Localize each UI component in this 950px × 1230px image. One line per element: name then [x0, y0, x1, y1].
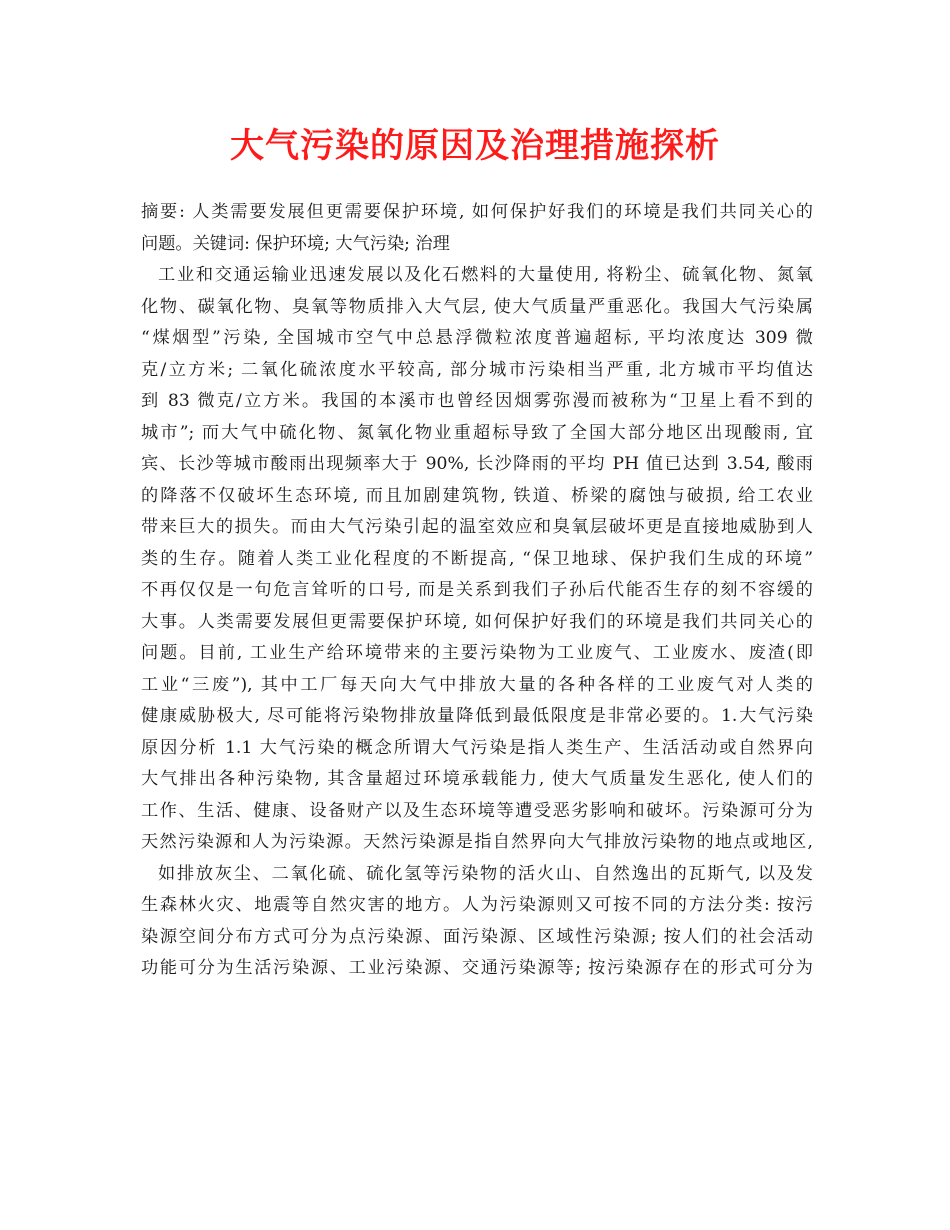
document-body: [141, 197, 813, 985]
document-title: 大气污染的原因及治理措施探析: [230, 126, 720, 166]
paragraph-line: 的降落不仅破坏生态环境, 而且加剧建筑物, 铁道、桥梁的腐蚀与破损, 给工农业: [141, 485, 813, 506]
paragraph-line: “煤烟型”污染, 全国城市空气中总悬浮微粒浓度普遍超标, 平均浓度达 309 微: [141, 328, 813, 348]
paragraph-line: 大气排出各种污染物, 其含量超过环境承载能力, 使大气质量发生恶化, 使人们的: [141, 769, 813, 789]
paragraph-line: 功能可分为生活污染源、工业污染源、交通污染源等; 按污染源存在的形式可分为: [141, 958, 813, 978]
paragraph-line: 工业和交通运输业迅速发展以及化石燃料的大量使用, 将粉尘、硫氧化物、氮氧: [158, 265, 813, 285]
paragraph-line: 带来巨大的损失。而由大气污染引起的温室效应和臭氧层破坏更是直接地威胁到人: [141, 517, 813, 537]
paragraph-line: 到 83 微克/立方米。我国的本溪市也曾经因烟雾弥漫而被称为“卫星上看不到的: [141, 391, 813, 411]
paragraph-line: 类的生存。随着人类工业化程度的不断提高, “保卫地球、保护我们生成的环境”: [141, 548, 813, 569]
paragraph-line: 大事。人类需要发展但更需要保护环境, 如何保护好我们的环境是我们共同关心的: [141, 611, 813, 632]
paragraph-line: 问题。关键词: 保护环境; 大气污染; 治理: [141, 233, 450, 254]
paragraph-line: 天然污染源和人为污染源。天然污染源是指自然界向大气排放污染物的地点或地区,: [141, 832, 813, 852]
paragraph-line: 宾、长沙等城市酸雨出现频率大于 90%, 长沙降雨的平均 PH 值已达到 3.54, 酸雨: [141, 454, 813, 474]
paragraph-line: 健康威胁极大, 尽可能将污染物排放量降低到最低限度是非常必要的。1.大气污染: [141, 706, 813, 726]
paragraph-line: 不再仅仅是一句危言耸听的口号, 而是关系到我们子孙后代能否生存的刻不容缓的: [141, 580, 813, 600]
paragraph-line: 染源空间分布方式可分为点污染源、面污染源、区域性污染源; 按人们的社会活动: [141, 926, 813, 947]
paragraph-line: 摘要: 人类需要发展但更需要保护环境, 如何保护好我们的环境是我们共同关心的: [141, 202, 813, 222]
paragraph-line: 生森林火灾、地震等自然灾害的地方。人为污染源则又可按不同的方法分类: 按污: [141, 895, 813, 915]
paragraph-line: 如排放灰尘、二氧化硫、硫化氢等污染物的活火山、自然逸出的瓦斯气, 以及发: [158, 863, 813, 884]
paragraph-line: 化物、碳氧化物、臭氧等物质排入大气层, 使大气质量严重恶化。我国大气污染属: [141, 296, 813, 317]
paragraph-line: 问题。目前, 工业生产给环境带来的主要污染物为工业废气、工业废水、废渣(即: [141, 643, 813, 663]
paragraph-line: 原因分析 1.1 大气污染的概念所谓大气污染是指人类生产、生活活动或自然界向: [141, 737, 813, 758]
paragraph-line: 工作、生活、健康、设备财产以及生态环境等遭受恶劣影响和破坏。污染源可分为: [141, 800, 813, 821]
paragraph-line: 城市”; 而大气中硫化物、氮氧化物业重超标导致了全国大部分地区出现酸雨, 宜: [141, 422, 813, 443]
paragraph-line: 工业“三废”), 其中工厂每天向大气中排放大量的各种各样的工业废气对人类的: [141, 674, 813, 695]
paragraph-line: 克/立方米; 二氧化硫浓度水平较高, 部分城市污染相当严重, 北方城市平均值达: [141, 359, 813, 380]
